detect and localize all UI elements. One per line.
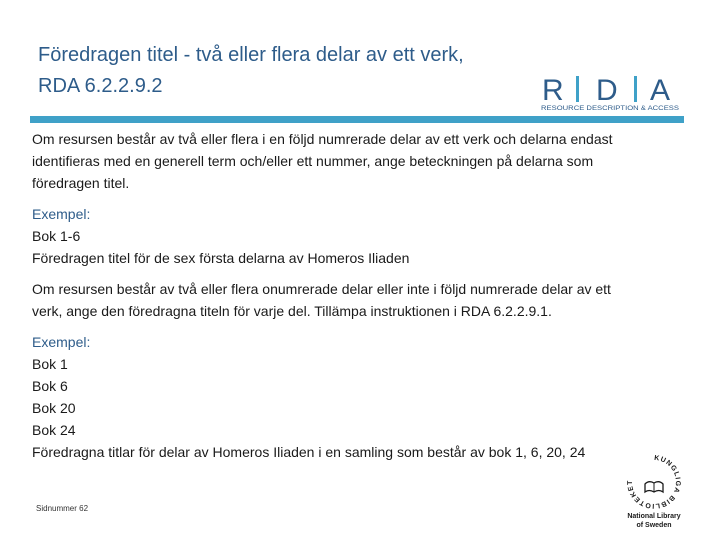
example-2-line-4: Bok 24 (32, 422, 76, 438)
paragraph-2-line-1: Om resursen består av två eller flera onumrerade delar eller inte i följd numrerade delar av ett (32, 281, 611, 297)
svg-text:KUNGLIGA BIBLIOTEKET (627, 455, 681, 509)
slide-title-line-1: Föredragen titel - två eller flera delar av ett verk, (38, 44, 464, 66)
example-2-line-1: Bok 1 (32, 356, 68, 372)
kb-caption-line-2: of Sweden (636, 522, 672, 529)
rda-letter-r: R (542, 74, 564, 107)
example-1-line-2: Föredragen titel för de sex första delarna av Homeros Iliaden (32, 250, 410, 266)
example-2-label: Exempel: (32, 334, 91, 350)
rda-logo (538, 70, 684, 112)
slide-title (38, 40, 538, 102)
title-underline-bar (30, 116, 684, 123)
rda-tagline: RESOURCE DESCRIPTION & ACCESS (541, 106, 679, 112)
slide-body (32, 128, 692, 463)
example-2-line-5: Föredragna titlar för delar av Homeros Iliaden i en samling som består av bok 1, 6, 20, 24 (32, 444, 586, 460)
book-icon (645, 482, 663, 492)
paragraph-1-line-2: identifieras med en generell term och/eller ett nummer, ange beteckningen på delarna som (32, 153, 594, 169)
example-2-line-2: Bok 6 (32, 378, 68, 394)
paragraph-1 (32, 128, 692, 194)
example-1 (32, 203, 692, 269)
kungliga-biblioteket-logo (618, 452, 690, 534)
paragraph-2 (32, 278, 692, 322)
example-1-label: Exempel: (32, 206, 91, 222)
example-1-line-1: Bok 1-6 (32, 228, 81, 244)
slide-title-line-2: RDA 6.2.2.9.2 (38, 75, 163, 97)
paragraph-2-line-2: verk, ange den föredragna titeln för varje del. Tillämpa instruktionen i RDA 6.2.2.9.1. (32, 303, 552, 319)
rda-letter-d: D (596, 74, 618, 107)
example-2-line-3: Bok 20 (32, 400, 76, 416)
rda-letter-a: A (650, 74, 671, 107)
paragraph-1-line-1: Om resursen består av två eller flera i en följd numrerade delar av ett verk och delarna endast (32, 131, 613, 147)
kb-ring-text: KUNGLIGA BIBLIOTEKET (626, 454, 682, 510)
page-number: Sidnummer 62 (36, 504, 89, 513)
paragraph-1-line-3: föredragen titel. (32, 175, 130, 191)
kb-caption-line-1: National Library (627, 513, 681, 520)
example-2 (32, 331, 692, 463)
